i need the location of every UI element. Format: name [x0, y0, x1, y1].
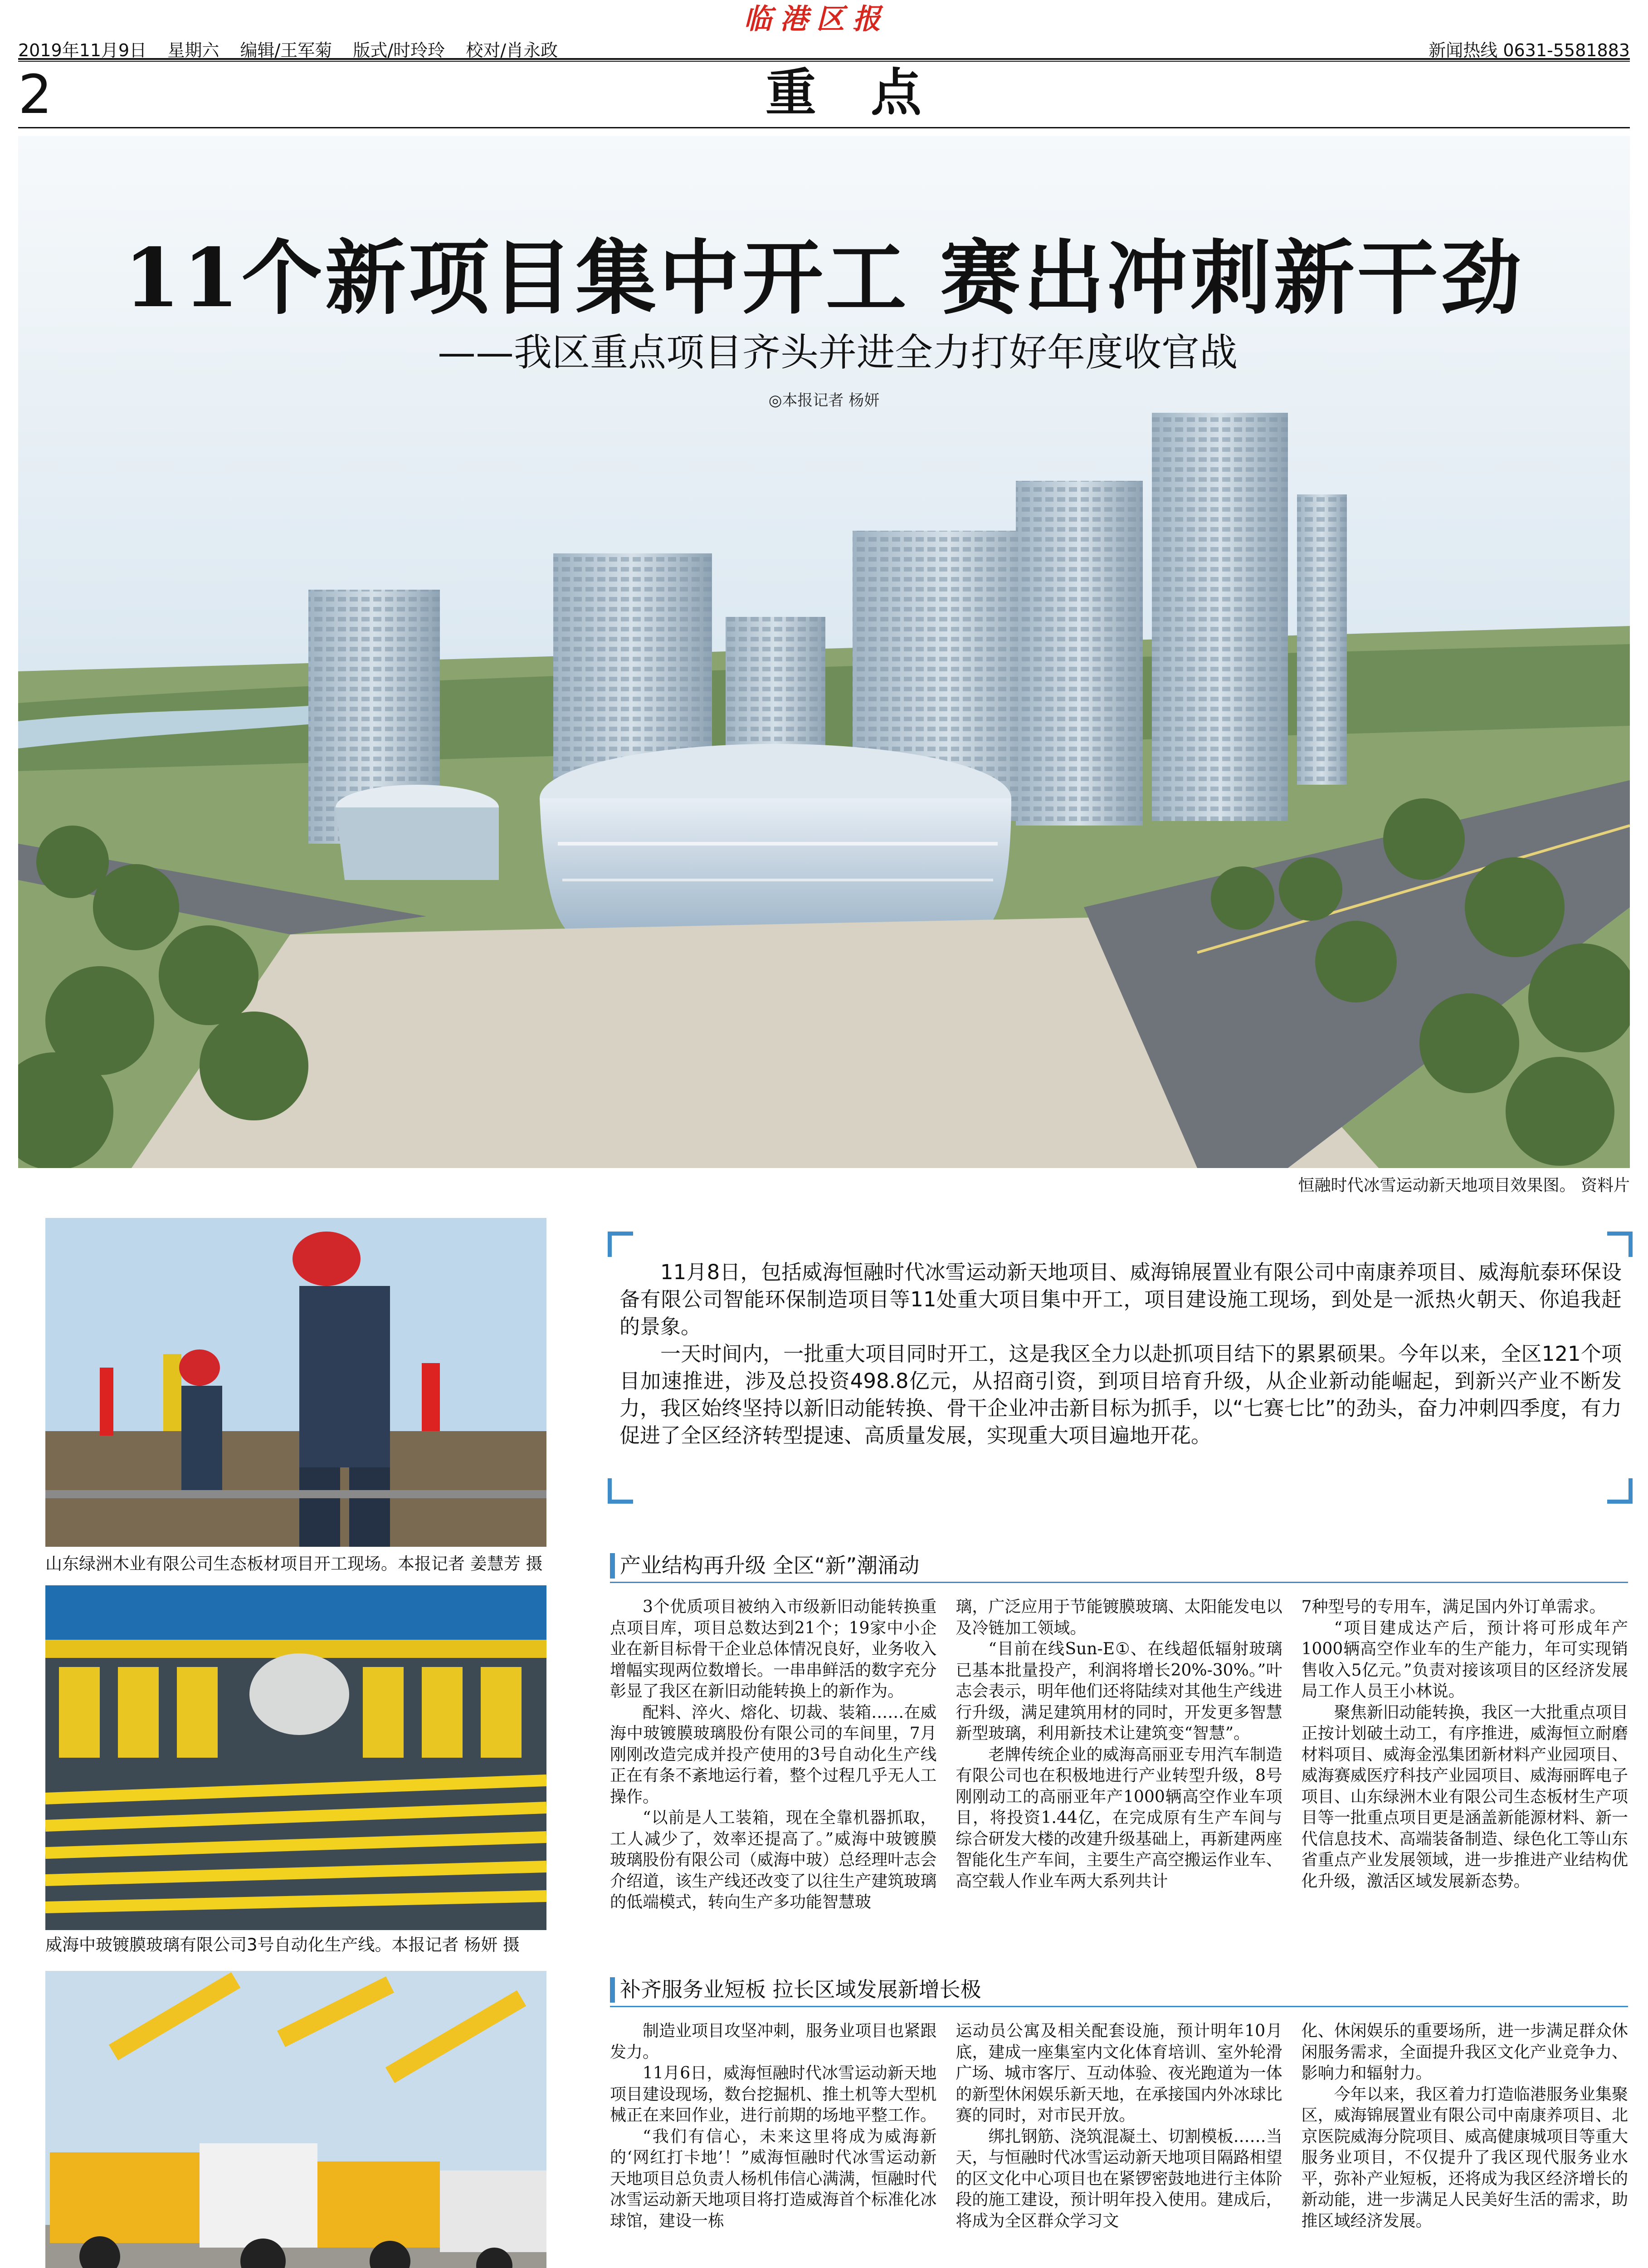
lead-corner [608, 1232, 633, 1257]
page-number: 2 [18, 63, 53, 126]
section-body-industry [610, 1597, 1628, 1950]
article-paragraph: 老牌传统企业的威海高丽亚专用汽车制造有限公司也在积极地进行产业转型升级，8号刚刚动工的高丽亚年产1000辆高空作业车项目，将投资1.44亿，在完成原有生产车间与综合研发大楼的改建升级基础上，再新建两座智能化生产车间，主要生产高空搬运作业车、高空载人作业车两大系列共计 [956, 1745, 1282, 1891]
subheadline: ——我区重点项目齐头并进全力打好年度收官战 [437, 330, 1238, 375]
lead-corner [1607, 1478, 1633, 1504]
article-paragraph: 化、休闲娱乐的重要场所，进一步满足群众休闲服务需求，全面提升我区文化产业竞争力、影响力和辐射力。 [1301, 2022, 1628, 2082]
text-column [1302, 1597, 1628, 1950]
text-column [610, 1597, 936, 1950]
photo-aerial-work-trucks [45, 1971, 546, 2268]
layout-credit: 版式/时玲玲 [353, 40, 445, 60]
section-marker [610, 1977, 615, 2003]
article-paragraph: 今年以来，我区着力打造临港服务业集聚区，威海锦展置业有限公司中南康养项目、北京医院威海分院项目、威高健康城项目等重大服务业项目，不仅提升了我区现代服务业水平，弥补产业短板，还将成为我区经济增长的新动能，进一步满足人民美好生活的需求，助推区域经济发展。 [1301, 2085, 1628, 2230]
section-header-industry [610, 1551, 1628, 1583]
article-paragraph: 制造业项目攻坚冲刺，服务业项目也紧跟发力。 [610, 2022, 937, 2062]
photo-caption: 山东绿洲木业有限公司生态板材项目开工现场。本报记者 姜慧芳 摄 [45, 1554, 543, 1574]
photo-groundbreaking-workers [45, 1218, 546, 1547]
article-paragraph: 3个优质项目被纳入市级新旧动能转换重点项目库，项目总数达到21个；19家中小企业在新目标骨干企业总体情况良好，业务收入增幅实现两位数增长。一串串鲜活的数字充分彰显了我区在新旧动能转换上的新作为。 [610, 1598, 937, 1701]
text-column [956, 1597, 1282, 1950]
issue-date: 2019年11月9日 [18, 40, 147, 60]
section-heading: 补齐服务业短板 拉长区域发展新增长极 [620, 1977, 981, 2002]
issue-weekday: 星期六 [167, 40, 219, 60]
section-marker [610, 1553, 615, 1579]
section-header-services [610, 1975, 1628, 2007]
section-heading: 产业结构再升级 全区“新”潮涌动 [620, 1553, 920, 1578]
text-column [956, 2021, 1282, 2268]
masthead [18, 0, 1630, 132]
section-rule [610, 1582, 1628, 1583]
byline: ◎本报记者 杨妍 [768, 391, 880, 410]
article-paragraph: “以前是人工装箱，现在全靠机器抓取，工人减少了，效率还提高了。”威海中玻镀膜玻璃股份有限公司（威海中玻）总经理叶志会介绍道，该生产线还改变了以往生产建筑玻璃的低端模式，转向生产多功能智慧玻 [610, 1809, 937, 1911]
article-paragraph: 11月6日，威海恒融时代冰雪运动新天地项目建设现场，数台挖掘机、推土机等大型机械正在来回作业，进行前期的场地平整工作。 [610, 2064, 937, 2125]
lead-paragraph: 一天时间内，一批重大项目同时开工，这是我区全力以赴抓项目结下的累累硕果。今年以来，全区121个项目加速推进，涉及总投资498.8亿元，从招商引资，到项目培育升级，从企业新动能崛起，到新兴产业不断发力，我区始终坚持以新旧动能转换、骨干企业冲击新目标为抓手，以“七赛七比”的劲头，奋力冲刺四季度，有力促进了全区经济转型提速、高质量发展，实现重大项目遍地开花。 [619, 1342, 1622, 1447]
section-rule [18, 127, 1630, 128]
section-body-services [610, 2021, 1628, 2268]
section-rule [610, 2006, 1628, 2007]
lead-corner [608, 1478, 633, 1504]
lead-box [608, 1232, 1633, 1504]
newspaper-logo: 临港区报 [743, 2, 889, 35]
article-paragraph: 绑扎钢筋、浇筑混凝土、切割模板……当天，与恒融时代冰雪运动新天地项目隔路相望的区文化中心项目也在紧锣密鼓地进行主体阶段的施工建设，预计明年投入使用。建成后，将成为全区群众学习文 [956, 2127, 1282, 2230]
headline: 11个新项目集中开工 赛出冲刺新干劲 [124, 230, 1524, 325]
article-paragraph: 配料、淬火、熔化、切裁、装箱……在威海中玻镀膜玻璃股份有限公司的车间里，7月刚刚改造完成并投产使用的3号自动化生产线正在有条不紊地运行着，整个过程几乎无人工操作。 [610, 1703, 937, 1806]
lead-text [619, 1259, 1622, 1449]
section-title: 重点 [765, 64, 976, 122]
hero-caption: 恒融时代冰雪运动新天地项目效果图。 资料片 [1298, 1176, 1630, 1195]
editor-credit: 编辑/王军菊 [240, 40, 332, 60]
article-paragraph: 运动员公寓及相关配套设施，预计明年10月底，建成一座集室内文化体育培训、室外轮滑广场、城市客厅、互动体验、夜光跑道为一体的新型休闲娱乐新天地，在承接国内外冰球比赛的同时，对市民开放。 [956, 2022, 1282, 2125]
article-paragraph: 聚焦新旧动能转换，我区一大批重点项目正按计划破土动工，有序推进，威海恒立耐磨材料项目、威海金泓集团新材料产业园项目、威海赛威医疗科技产业园项目、威海丽晖电子项目、山东绿洲木业有限公司生态板材生产项目等一批重点项目更是涵盖新能源材料、新一代信息技术、高端装备制造、绿色化工等山东省重点产业发展领域，进一步推进产业结构优化升级，激活区域发展新态势。 [1301, 1703, 1628, 1891]
photo-caption: 威海中玻镀膜玻璃有限公司3号自动化生产线。本报记者 杨妍 摄 [45, 1935, 520, 1955]
article-paragraph: 7种型号的专用车，满足国内外订单需求。 [1301, 1598, 1606, 1616]
lead-paragraph: 11月8日，包括威海恒融时代冰雪运动新天地项目、威海锦展置业有限公司中南康养项目、威海航泰环保设备有限公司智能环保制造项目等11处重大项目集中开工，项目建设施工现场，到处是一派热火朝天、你追我赶的景象。 [619, 1260, 1622, 1339]
article-paragraph: 璃，广泛应用于节能镀膜玻璃、太阳能发电以及冷链加工领域。 [956, 1598, 1282, 1637]
issue-info [18, 36, 573, 61]
news-hotline: 新闻热线 0631-5581883 [1429, 40, 1630, 60]
hero-rendering [18, 136, 1630, 1168]
article-paragraph: “项目建成达产后，预计将可形成年产1000辆高空作业车的生产能力，年可实现销售收入5亿元。”负责对接该项目的区经济发展局工作人员王小林说。 [1301, 1618, 1628, 1701]
article-paragraph: “目前在线Sun-E①、在线超低辐射玻璃已基本批量投产，利润将增长20%-30%。”叶志会表示，明年他们还将陆续对其他生产线进行升级，满足建筑用材的同时，开发更多智慧新型玻璃，利用新技术让建筑变“智慧”。 [956, 1640, 1282, 1743]
lead-corner [1607, 1232, 1633, 1257]
text-column [610, 2021, 936, 2268]
text-column [1302, 2021, 1628, 2268]
photo-glass-production-line [45, 1585, 546, 1930]
article-paragraph: “我们有信心，未来这里将成为威海新的‘网红打卡地’！”威海恒融时代冰雪运动新天地项目总负责人杨机伟信心满满，恒融时代冰雪运动新天地项目将打造威海首个标准化冰球馆，建设一栋 [610, 2127, 937, 2230]
proof-credit: 校对/肖永政 [466, 40, 558, 60]
